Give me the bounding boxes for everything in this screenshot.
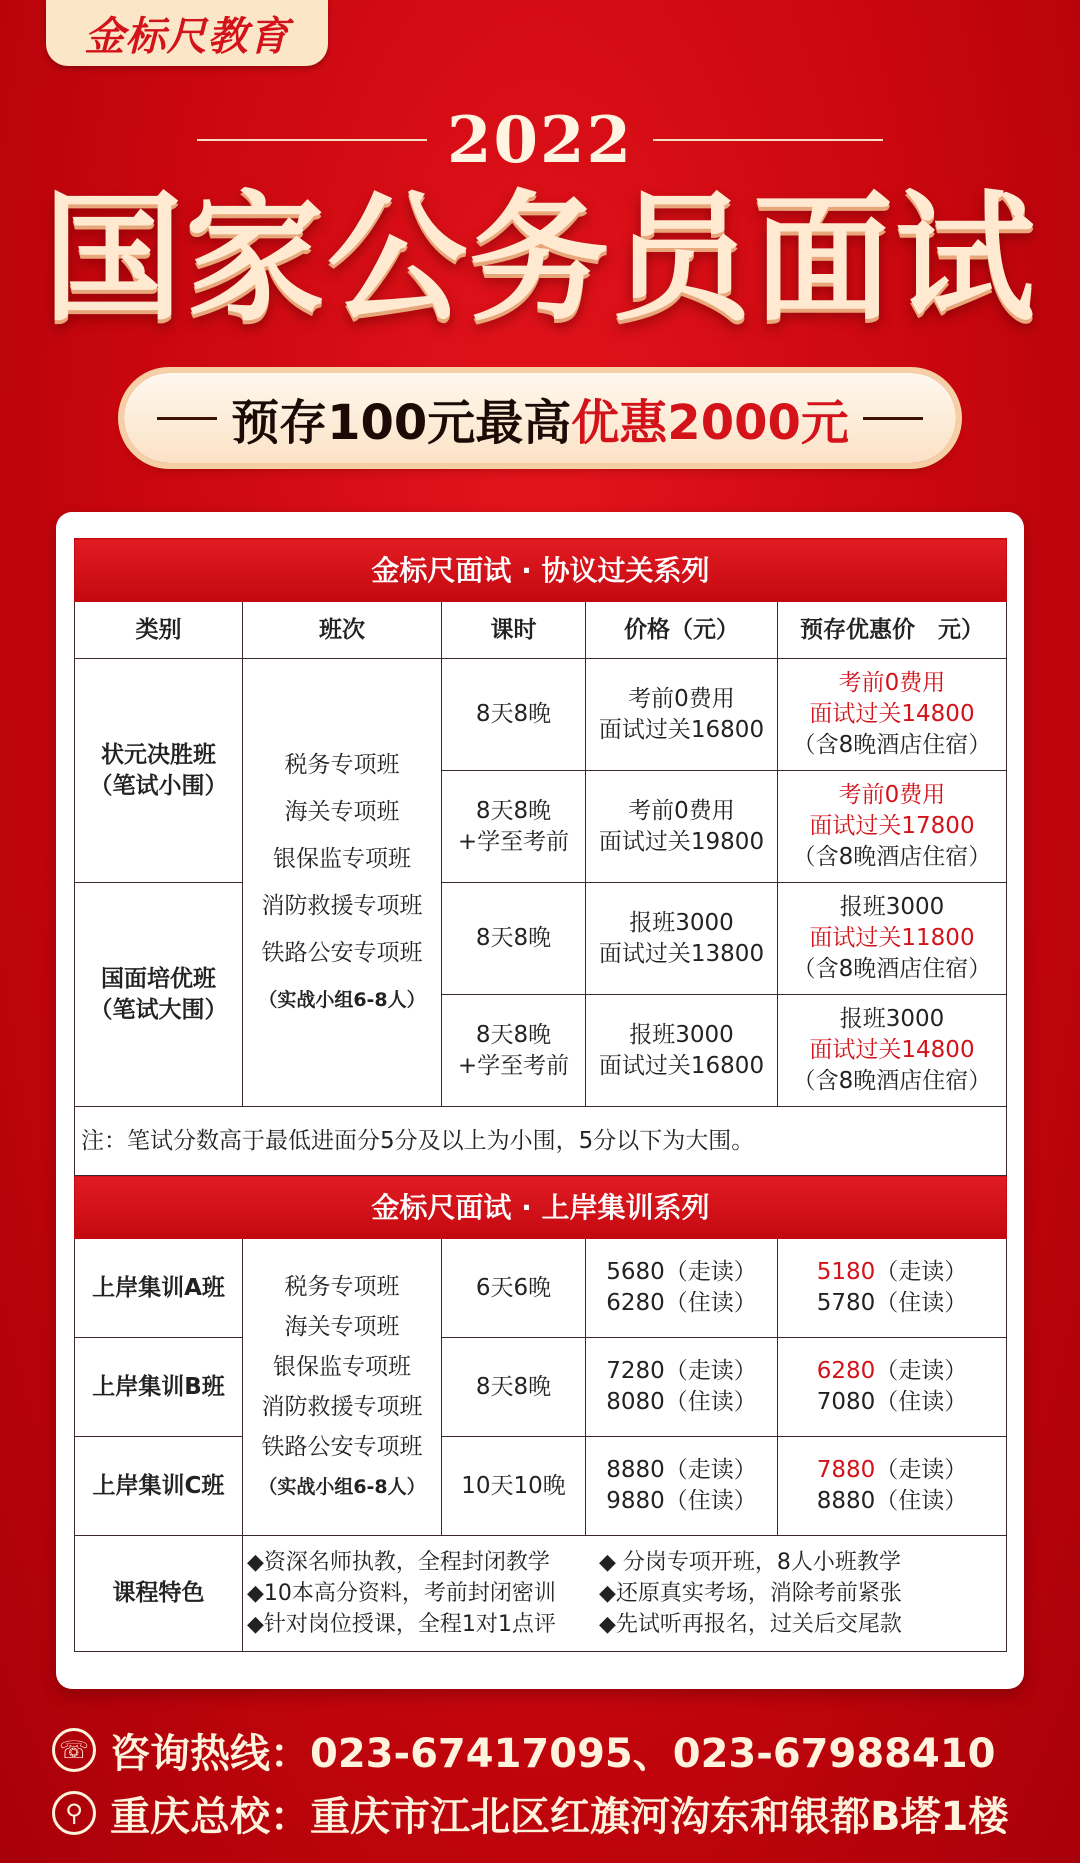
feature-item: ◆10本高分资料，考前封闭密训 [247,1581,556,1606]
discount-cell [778,659,1007,771]
discount-cell [778,1338,1007,1437]
program-item: 铁路公安专项班 [261,939,423,966]
program-item: 银保监专项班 [273,845,411,872]
feature-item: ◆ 分岗专项开班，8人小班教学 [599,1550,901,1575]
program-item: 铁路公安专项班 [261,1434,423,1460]
price-line: 6280（住读） [606,1290,757,1316]
features-left [243,1547,595,1640]
promo-text: 预存100元最高 [231,394,572,451]
table-header-row [75,602,1007,659]
brand-logo [46,0,328,66]
discount-line: 面试过关11800 [809,925,975,951]
hours-cell [442,771,586,883]
features-cell [243,1536,1007,1652]
program-item: 银保监专项班 [273,1354,411,1380]
discount-cell [778,995,1007,1107]
header-program: 班次 [243,602,442,659]
hours-cell [442,883,586,995]
phone-icon: ☏ [52,1728,96,1772]
hours-cell: 8天8晚 [442,1338,586,1437]
hours-text: 8天8晚 [475,925,552,951]
discount-line: 报班3000 [839,1006,945,1032]
class-name-cell: 上岸集训C班 [75,1437,243,1536]
promo-highlight: 优惠2000元 [571,394,849,451]
discount-note: （含8晚酒店住宿） [792,1068,992,1094]
class-name: 状元决胜班 [101,741,216,768]
discount-note: （含8晚酒店住宿） [792,732,992,758]
discount-price: 7880 [816,1457,876,1483]
discount-cell [778,771,1007,883]
divider-line [653,139,883,141]
protocol-series-table [74,538,1007,1652]
address-text: 重庆总校：重庆市江北区红旗河沟东和银都B塔1楼 [110,1793,1009,1840]
features-label: 课程特色 [75,1536,243,1652]
table-row [75,883,1007,995]
program-item: 消防救援专项班 [261,1394,423,1420]
table-row [75,1437,1007,1536]
price-cell [586,995,778,1107]
discount-type: （走读） [875,1358,968,1384]
class-category-cell [75,659,243,883]
feature-item: ◆先试听再报名，过关后交尾款 [599,1612,902,1637]
class-category-cell [75,883,243,1107]
hours-text: 8天8晚 [475,701,552,727]
header-discount: 预存优惠价 元） [778,602,1007,659]
discount-line: 7080（住读） [816,1389,968,1415]
table-row [75,1239,1007,1338]
program-item: 消防救援专项班 [261,892,423,919]
program-list-cell [243,1239,442,1536]
header-price: 价格（元） [586,602,778,659]
price-cell [586,883,778,995]
discount-note: （含8晚酒店住宿） [792,844,992,870]
section-title: 金标尺面试 · 上岸集训系列 [75,1176,1007,1239]
discount-line: 面试过关17800 [809,813,975,839]
discount-line: 面试过关14800 [809,701,975,727]
feature-item: ◆还原真实考场，消除考前紧张 [599,1581,902,1606]
promo-dash [157,417,217,420]
price-line: 5680（走读） [606,1259,757,1285]
promo-banner [124,373,956,463]
class-name-cell: 上岸集训B班 [75,1338,243,1437]
price-cell [586,1239,778,1338]
price-line: 报班3000 [629,1021,734,1048]
price-line: 面试过关13800 [598,940,765,967]
header-hours: 课时 [442,602,586,659]
program-item: 税务专项班 [284,1274,400,1300]
program-item: 税务专项班 [284,751,400,778]
price-line: 面试过关16800 [598,716,765,743]
price-line: 9880（住读） [606,1488,757,1514]
feature-item: ◆针对岗位授课，全程1对1点评 [247,1612,556,1637]
price-line: 考前0费用 [628,685,735,712]
discount-note: （含8晚酒店住宿） [792,956,992,982]
features-right [595,1547,902,1640]
discount-line: 5780（住读） [816,1290,968,1316]
discount-line: 考前0费用 [838,782,946,808]
discount-price: 6280 [816,1358,876,1384]
price-line: 8880（走读） [606,1457,757,1483]
program-item: 海关专项班 [284,798,400,825]
page-headline: 国家公务员面试 [42,178,1037,341]
discount-cell [778,883,1007,995]
price-cell [586,659,778,771]
hours-cell: 6天6晚 [442,1239,586,1338]
price-cell [586,1338,778,1437]
promo-dash [863,417,923,420]
class-note: （笔试小围） [89,772,228,799]
price-cell [586,771,778,883]
hotline-row [52,1725,1042,1775]
hours-text: 8天8晚 [475,797,552,824]
class-note: （笔试大围） [89,996,228,1023]
year-label: 2022 [446,102,634,178]
hours-cell [442,659,586,771]
hours-extra: +学至考前 [457,1052,570,1079]
discount-cell [778,1437,1007,1536]
discount-cell [778,1239,1007,1338]
hours-cell [442,995,586,1107]
address-row [52,1788,1042,1838]
table-note: 注：笔试分数高于最低进面分5分及以上为小围，5分以下为大围。 [75,1107,1007,1176]
hours-cell: 10天10晚 [442,1437,586,1536]
price-cell [586,1437,778,1536]
discount-type: （走读） [875,1457,968,1483]
header-category: 类别 [75,602,243,659]
price-line: 7280（走读） [606,1358,757,1384]
hotline-text[interactable]: 咨询热线：023-67417095、023-67988410 [110,1730,996,1777]
divider-line [197,139,427,141]
price-line: 考前0费用 [628,797,735,824]
class-name-cell: 上岸集训A班 [75,1239,243,1338]
program-item: 海关专项班 [284,1314,400,1340]
price-line: 报班3000 [629,909,734,936]
table-row [75,659,1007,771]
hours-text: 8天8晚 [475,1021,552,1048]
program-group-note: （实战小组6-8人） [258,1476,426,1498]
section-title: 金标尺面试 · 协议过关系列 [75,539,1007,602]
feature-item: ◆资深名师执教，全程封闭教学 [247,1550,550,1575]
year-row [0,100,1080,180]
brand-logo-text: 金标尺教育 [84,13,290,60]
location-pin-icon: ⚲ [52,1791,96,1835]
hours-extra: +学至考前 [457,828,570,855]
discount-line: 报班3000 [839,894,945,920]
discount-line: 面试过关14800 [809,1037,975,1063]
discount-line: 考前0费用 [838,670,946,696]
features-row [75,1536,1007,1652]
discount-price: 5180 [816,1259,876,1285]
discount-line: 8880（住读） [816,1488,968,1514]
price-line: 面试过关16800 [598,1052,765,1079]
table-row [75,1338,1007,1437]
program-list-cell [243,659,442,1107]
program-group-note: （实战小组6-8人） [258,988,426,1011]
price-card [56,512,1024,1689]
price-line: 面试过关19800 [598,828,765,855]
price-line: 8080（住读） [606,1389,757,1415]
discount-type: （走读） [875,1259,968,1285]
class-name: 国面培优班 [101,965,216,992]
